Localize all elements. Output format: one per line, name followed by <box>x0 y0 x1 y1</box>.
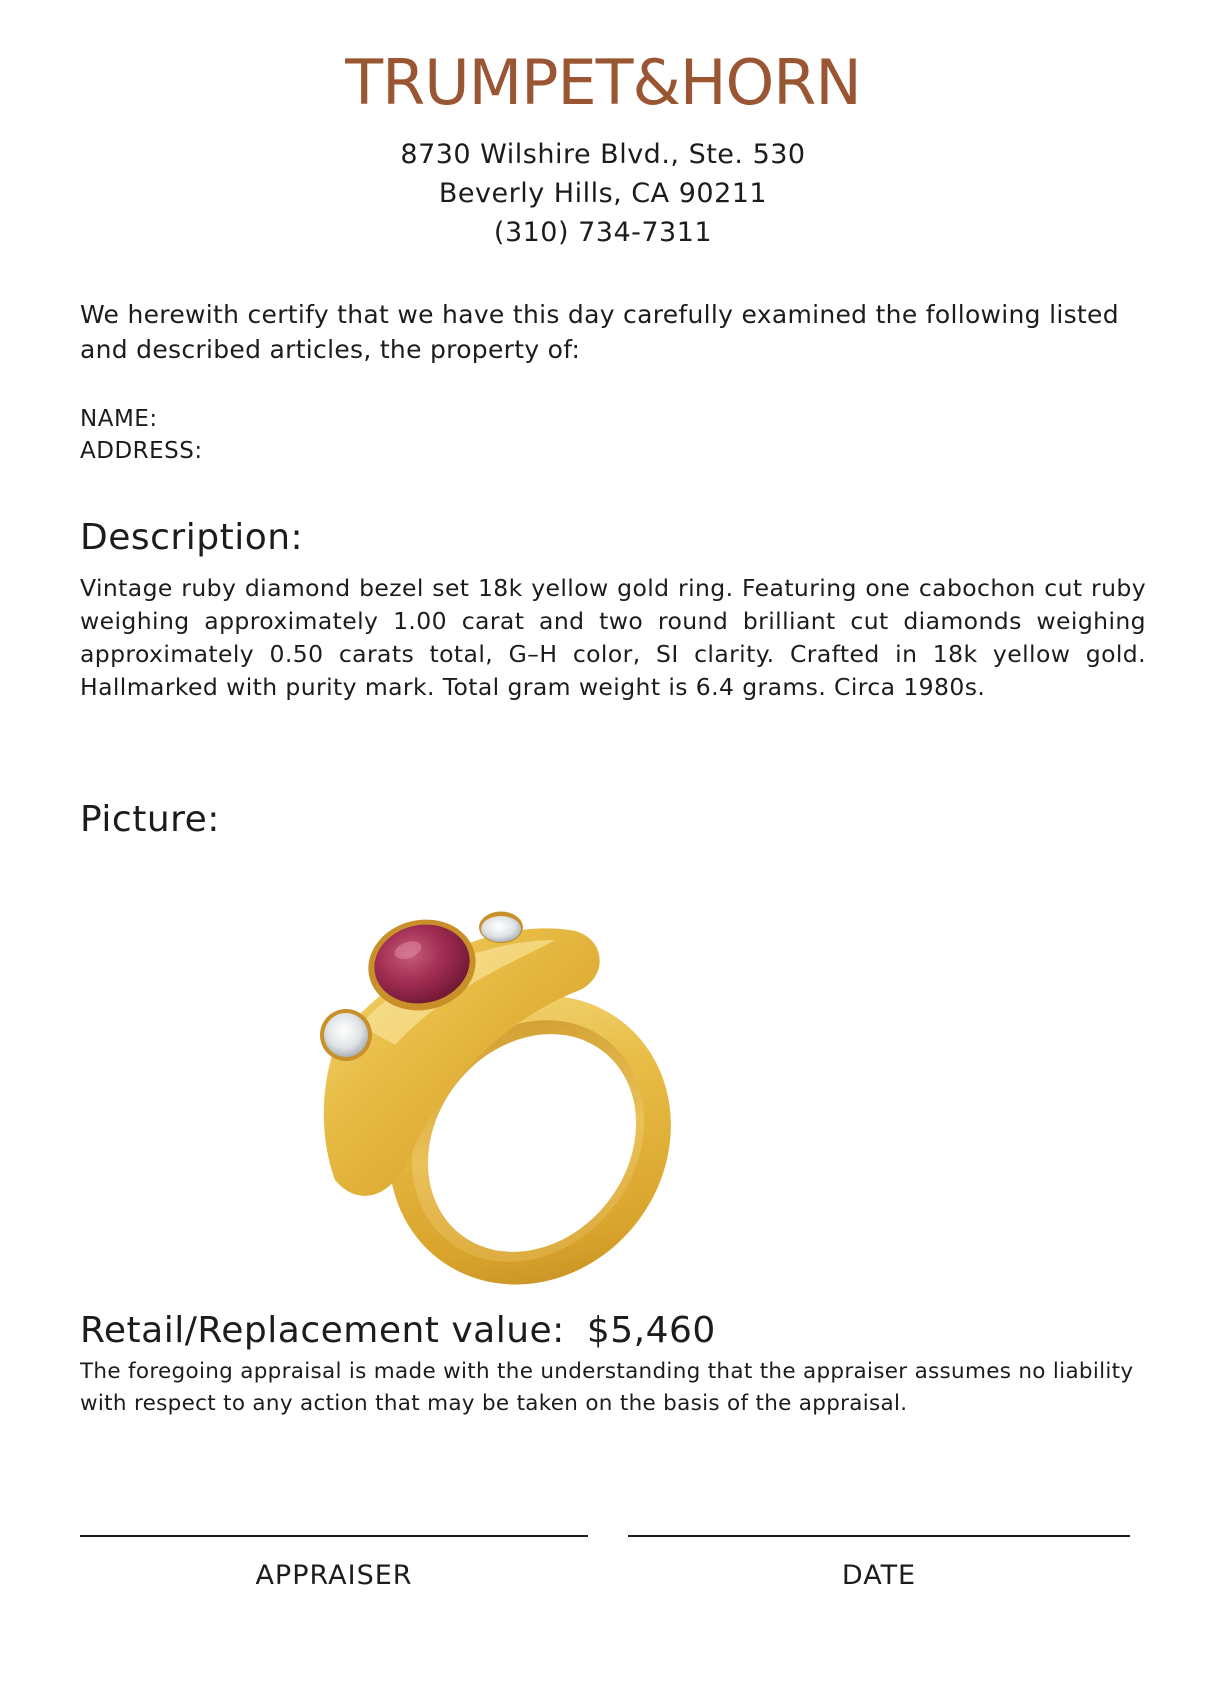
date-signature-line <box>628 1535 1130 1537</box>
disclaimer-text: The foregoing appraisal is made with the understanding that the appraiser assumes no liability with respect to any action that may be taken on the basis of the appraisal. <box>80 1359 1134 1416</box>
address-line-1: 8730 Wilshire Blvd., Ste. 530 <box>400 139 806 170</box>
address-label: ADDRESS: <box>80 438 203 464</box>
description-heading: Description: <box>80 517 304 558</box>
appraiser-signature-line <box>80 1535 588 1537</box>
picture-heading: Picture: <box>80 799 220 840</box>
appraiser-label: APPRAISER <box>255 1560 413 1591</box>
description-text: Vintage ruby diamond bezel set 18k yellow gold ring. Featuring one cabochon cut ruby weighing approximately 1.00 carat and two round brilliant cut diamonds weighing approximately 0.50 carats total, G–H color, SI clarity. Crafted in 18k yellow gold. Hallmarked with purity mark. Total gram weight is 6.4 grams. Circa 1980s. <box>80 574 1146 701</box>
retail-value-amount: $5,460 <box>586 1310 716 1351</box>
address-line-2: Beverly Hills, CA 90211 <box>438 178 768 209</box>
retail-value-label: Retail/Replacement value: <box>80 1310 565 1351</box>
ring-image <box>300 895 680 1295</box>
phone-number: (310) 734-7311 <box>493 217 713 248</box>
company-address <box>0 135 1206 252</box>
date-label: DATE <box>841 1560 917 1591</box>
retail-value <box>80 1308 716 1354</box>
name-label: NAME: <box>80 406 158 432</box>
owner-fields <box>80 403 203 467</box>
brand-logo: TRUMPET&HORN <box>345 46 861 119</box>
certification-statement: We herewith certify that we have this day carefully examined the following listed and described articles, the property of: <box>80 300 1119 364</box>
